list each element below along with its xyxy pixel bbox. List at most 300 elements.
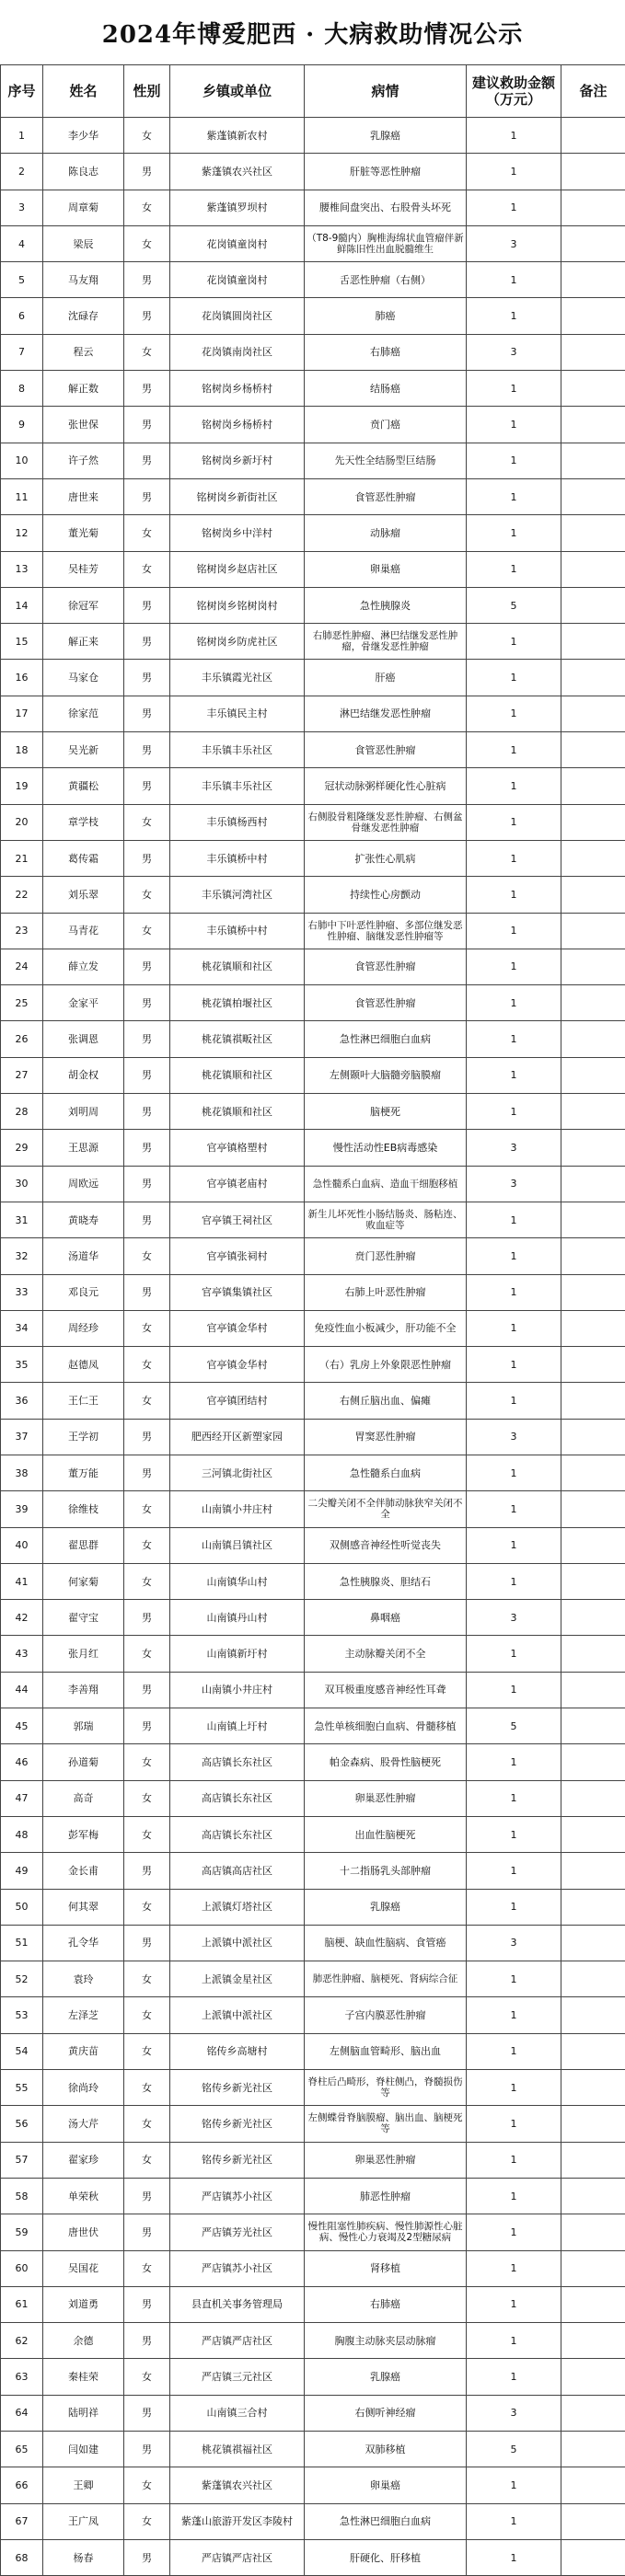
page-title: 2024年博爱肥西 · 大病救助情况公示 [0,0,625,64]
cell-town: 严店镇严店社区 [170,2539,305,2575]
table-row [1,2178,625,2214]
cell-disease: 主动脉瓣关闭不全 [305,1636,467,1672]
cell-town: 花岗镇童岗村 [170,225,305,261]
cell-disease: 乳腺癌 [305,118,467,154]
cell-gender: 女 [124,334,170,370]
cell-name: 金家平 [43,985,124,1021]
cell-town: 官亭镇金华村 [170,1310,305,1346]
table-row [1,2106,625,2142]
table-row [1,2214,625,2250]
cell-disease: 贲门恶性肿瘤 [305,1238,467,1274]
cell-no: 2 [1,154,43,190]
cell-no: 21 [1,840,43,876]
cell-note [561,1708,625,1744]
table-row [1,1600,625,1636]
cell-town: 丰乐镇民主村 [170,696,305,731]
cell-disease: 急性髓系白血病、造血干细胞移植 [305,1166,467,1202]
cell-no: 63 [1,2359,43,2395]
cell-note [561,1130,625,1166]
table-row [1,154,625,190]
cell-name: 李少华 [43,118,124,154]
cell-name: 黄晓寿 [43,1202,124,1237]
cell-name: 赵德凤 [43,1347,124,1383]
cell-town: 山南镇丹山村 [170,1600,305,1636]
cell-amount: 1 [467,1202,561,1237]
cell-disease: 胃窦恶性肿瘤 [305,1419,467,1455]
cell-amount: 1 [467,804,561,840]
cell-gender: 女 [124,1491,170,1527]
cell-town: 山南镇上圩村 [170,1708,305,1744]
cell-amount: 1 [467,1238,561,1274]
cell-amount: 3 [467,1925,561,1961]
cell-note [561,2359,625,2395]
cell-gender: 女 [124,1961,170,1997]
table-row [1,478,625,514]
table-row [1,1527,625,1563]
table-body [1,118,625,2576]
cell-note [561,1455,625,1490]
table-row [1,2142,625,2178]
cell-gender: 男 [124,2432,170,2467]
cell-no: 34 [1,1310,43,1346]
cell-gender: 男 [124,478,170,514]
cell-note [561,2323,625,2359]
cell-disease: 食管恶性肿瘤 [305,985,467,1021]
table-row [1,1853,625,1889]
cell-town: 铭传乡新光社区 [170,2106,305,2142]
cell-no: 15 [1,624,43,660]
table-row [1,1057,625,1093]
cell-disease: 动脉瘤 [305,515,467,551]
table-row [1,1130,625,1166]
cell-town: 紫蓬山旅游开发区李陵村 [170,2503,305,2539]
table-row [1,804,625,840]
table-row [1,1997,625,2033]
cell-disease: 贲门癌 [305,407,467,443]
cell-town: 花岗镇童岗村 [170,262,305,298]
cell-name: 秦桂荣 [43,2359,124,2395]
cell-amount: 1 [467,732,561,768]
cell-disease: 急性单核细胞白血病、骨髓移植 [305,1708,467,1744]
cell-gender: 女 [124,1347,170,1383]
cell-note [561,371,625,407]
header-disease: 病情 [305,65,467,118]
cell-disease: 右肺上叶恶性肿瘤 [305,1274,467,1310]
cell-note [561,840,625,876]
cell-amount: 1 [467,1780,561,1816]
cell-disease: 新生儿坏死性小肠结肠炎、肠粘连、败血症等 [305,1202,467,1237]
cell-town: 铭树岗乡中洋村 [170,515,305,551]
cell-gender: 男 [124,298,170,334]
cell-amount: 5 [467,587,561,623]
table-row [1,1780,625,1816]
cell-name: 王卿 [43,2467,124,2503]
cell-note [561,1383,625,1419]
header-no: 序号 [1,65,43,118]
cell-note [561,2432,625,2467]
cell-name: 胡金权 [43,1057,124,1093]
cell-name: 王学初 [43,1419,124,1455]
cell-gender: 女 [124,225,170,261]
cell-gender: 女 [124,1310,170,1346]
cell-gender: 女 [124,2359,170,2395]
cell-gender: 女 [124,551,170,587]
cell-note [561,1997,625,2033]
cell-name: 黄疆松 [43,768,124,804]
cell-note [561,1347,625,1383]
table-row [1,2286,625,2322]
cell-no: 45 [1,1708,43,1744]
cell-town: 官亭镇团结村 [170,1383,305,1419]
cell-amount: 1 [467,1853,561,1889]
table-row [1,1672,625,1708]
cell-name: 沈碌存 [43,298,124,334]
cell-name: 彭军梅 [43,1816,124,1852]
cell-name: 黄庆苗 [43,2033,124,2069]
cell-no: 8 [1,371,43,407]
cell-amount: 1 [467,913,561,949]
cell-town: 丰乐镇霞光社区 [170,660,305,696]
cell-amount: 1 [467,877,561,913]
cell-town: 上派镇中派社区 [170,1925,305,1961]
table-row [1,949,625,984]
cell-town: 铭树岗乡防虎社区 [170,624,305,660]
cell-no: 54 [1,2033,43,2069]
cell-amount: 3 [467,334,561,370]
cell-name: 吴光新 [43,732,124,768]
cell-no: 17 [1,696,43,731]
table-row [1,1816,625,1852]
cell-disease: 乳腺癌 [305,1889,467,1925]
cell-name: 葛传霜 [43,840,124,876]
cell-note [561,1672,625,1708]
cell-gender: 男 [124,154,170,190]
cell-note [561,1238,625,1274]
cell-disease: 先天性全结肠型巨结肠 [305,443,467,478]
cell-town: 高店镇长东社区 [170,1816,305,1852]
cell-note [561,949,625,984]
table-row [1,334,625,370]
cell-gender: 女 [124,190,170,225]
cell-amount: 1 [467,478,561,514]
cell-gender: 男 [124,732,170,768]
cell-no: 47 [1,1780,43,1816]
cell-gender: 男 [124,2286,170,2322]
cell-amount: 3 [467,1419,561,1455]
cell-gender: 女 [124,2142,170,2178]
cell-disease: 腰椎间盘突出、右股骨头坏死 [305,190,467,225]
cell-gender: 女 [124,1889,170,1925]
cell-amount: 1 [467,2178,561,2214]
cell-no: 60 [1,2250,43,2286]
cell-gender: 女 [124,804,170,840]
cell-town: 山南镇新圩村 [170,1636,305,1672]
cell-amount: 1 [467,660,561,696]
table-row [1,1274,625,1310]
cell-disease: 舌恶性肿瘤（右侧） [305,262,467,298]
cell-town: 铭传乡新光社区 [170,2142,305,2178]
cell-gender: 女 [124,1816,170,1852]
cell-gender: 男 [124,1419,170,1455]
cell-name: 陆明祥 [43,2395,124,2431]
cell-no: 35 [1,1347,43,1383]
cell-note [561,2503,625,2539]
table-header-row [1,65,625,118]
table-row [1,2503,625,2539]
cell-note [561,515,625,551]
cell-no: 22 [1,877,43,913]
cell-name: 翟思群 [43,1527,124,1563]
cell-amount: 1 [467,1997,561,2033]
cell-no: 25 [1,985,43,1021]
cell-town: 铭传乡高塘村 [170,2033,305,2069]
cell-amount: 3 [467,1600,561,1636]
cell-disease: 脑梗死 [305,1094,467,1130]
cell-no: 13 [1,551,43,587]
cell-gender: 女 [124,2503,170,2539]
cell-gender: 男 [124,371,170,407]
aid-table [0,64,625,2576]
cell-disease: 食管恶性肿瘤 [305,478,467,514]
table-row [1,1238,625,1274]
cell-amount: 1 [467,2539,561,2575]
table-row [1,2070,625,2106]
cell-amount: 1 [467,2323,561,2359]
cell-no: 1 [1,118,43,154]
cell-note [561,587,625,623]
table-row [1,118,625,154]
cell-note [561,154,625,190]
cell-disease: 急性淋巴细胞白血病 [305,2503,467,2539]
cell-disease: 二尖瓣关闭不全伴肺动脉狭窄关闭不全 [305,1491,467,1527]
cell-note [561,985,625,1021]
table-row [1,1889,625,1925]
cell-no: 24 [1,949,43,984]
cell-disease: 乳腺癌 [305,2359,467,2395]
cell-note [561,660,625,696]
cell-disease: 右侧听神经瘤 [305,2395,467,2431]
cell-name: 张世保 [43,407,124,443]
cell-amount: 1 [467,1744,561,1780]
cell-gender: 女 [124,1636,170,1672]
cell-no: 28 [1,1094,43,1130]
cell-disease: 双侧感音神经性听觉丧失 [305,1527,467,1563]
cell-no: 56 [1,2106,43,2142]
table-row [1,515,625,551]
cell-gender: 男 [124,407,170,443]
cell-amount: 1 [467,1383,561,1419]
cell-gender: 男 [124,1057,170,1093]
cell-name: 张调恩 [43,1021,124,1057]
cell-town: 桃花镇祺畈社区 [170,1021,305,1057]
cell-town: 上派镇金星社区 [170,1961,305,1997]
cell-no: 59 [1,2214,43,2250]
cell-name: 董万能 [43,1455,124,1490]
cell-disease: 右侧丘脑出血、偏瘫 [305,1383,467,1419]
cell-amount: 1 [467,2286,561,2322]
cell-disease: 左侧蝶骨脊脑膜瘤、脑出血、脑梗死等 [305,2106,467,2142]
cell-gender: 女 [124,1563,170,1599]
table-row [1,624,625,660]
cell-town: 高店镇高店社区 [170,1853,305,1889]
cell-note [561,1274,625,1310]
cell-gender: 男 [124,1094,170,1130]
cell-gender: 女 [124,2250,170,2286]
cell-town: 山南镇三合村 [170,2395,305,2431]
cell-disease: （右）乳房上外象限恶性肿瘤 [305,1347,467,1383]
cell-town: 上派镇中派社区 [170,1997,305,2033]
cell-gender: 男 [124,696,170,731]
cell-name: 马友翔 [43,262,124,298]
cell-amount: 1 [467,1021,561,1057]
cell-disease: 肝硬化、肝移植 [305,2539,467,2575]
cell-note [561,298,625,334]
cell-no: 53 [1,1997,43,2033]
cell-disease: 慢性阻塞性肺疾病、慢性肺源性心脏病、慢性心力衰竭及2型糖尿病 [305,2214,467,2250]
cell-name: 章学枝 [43,804,124,840]
cell-disease: 肺恶性肿瘤 [305,2178,467,2214]
table-row [1,1563,625,1599]
cell-town: 山南镇小井庄村 [170,1491,305,1527]
cell-town: 桃花镇顺和社区 [170,1057,305,1093]
cell-amount: 1 [467,949,561,984]
cell-town: 铭传乡新光社区 [170,2070,305,2106]
cell-amount: 1 [467,1310,561,1346]
cell-note [561,2106,625,2142]
cell-gender: 女 [124,1238,170,1274]
cell-disease: 急性淋巴细胞白血病 [305,1021,467,1057]
cell-name: 王广凤 [43,2503,124,2539]
cell-name: 唐世来 [43,478,124,514]
table-row [1,190,625,225]
cell-disease: 右肺癌 [305,334,467,370]
cell-amount: 1 [467,1094,561,1130]
cell-gender: 女 [124,515,170,551]
cell-no: 40 [1,1527,43,1563]
cell-gender: 女 [124,118,170,154]
cell-note [561,443,625,478]
cell-name: 张月红 [43,1636,124,1672]
cell-gender: 男 [124,1455,170,1490]
cell-amount: 1 [467,2142,561,2178]
cell-no: 12 [1,515,43,551]
cell-name: 王仁王 [43,1383,124,1419]
cell-name: 薛立发 [43,949,124,984]
table-row [1,913,625,949]
cell-no: 7 [1,334,43,370]
cell-amount: 1 [467,154,561,190]
cell-gender: 男 [124,624,170,660]
cell-name: 周欧远 [43,1166,124,1202]
cell-amount: 1 [467,2070,561,2106]
cell-amount: 1 [467,840,561,876]
cell-name: 吴桂芳 [43,551,124,587]
cell-town: 铭树岗乡赵店社区 [170,551,305,587]
cell-amount: 1 [467,696,561,731]
cell-disease: 肺恶性肿瘤、脑梗死、肾病综合征 [305,1961,467,1997]
cell-town: 县直机关事务管理局 [170,2286,305,2322]
cell-name: 汤大芹 [43,2106,124,2142]
cell-amount: 1 [467,515,561,551]
table-row [1,840,625,876]
cell-town: 桃花镇祺福社区 [170,2432,305,2467]
cell-no: 36 [1,1383,43,1419]
cell-gender: 男 [124,1130,170,1166]
cell-amount: 1 [467,190,561,225]
table-row [1,1310,625,1346]
table-row [1,551,625,587]
cell-gender: 男 [124,1600,170,1636]
cell-no: 42 [1,1600,43,1636]
cell-note [561,1310,625,1346]
cell-amount: 1 [467,551,561,587]
cell-note [561,1094,625,1130]
cell-name: 董光菊 [43,515,124,551]
cell-town: 桃花镇顺和社区 [170,949,305,984]
cell-disease: 急性胰腺炎 [305,587,467,623]
cell-note [561,334,625,370]
cell-note [561,1419,625,1455]
cell-note [561,407,625,443]
cell-name: 解正数 [43,371,124,407]
cell-name: 邓良元 [43,1274,124,1310]
cell-town: 官亭镇王祠社区 [170,1202,305,1237]
cell-no: 52 [1,1961,43,1997]
table-row [1,985,625,1021]
header-town: 乡镇或单位 [170,65,305,118]
cell-note [561,1816,625,1852]
cell-disease: 扩张性心肌病 [305,840,467,876]
cell-note [561,551,625,587]
cell-no: 61 [1,2286,43,2322]
cell-no: 62 [1,2323,43,2359]
cell-disease: 脑梗、缺血性脑病、食管癌 [305,1925,467,1961]
cell-no: 43 [1,1636,43,1672]
cell-note [561,1166,625,1202]
cell-name: 徐尚玲 [43,2070,124,2106]
table-row [1,371,625,407]
header-note: 备注 [561,65,625,118]
cell-no: 41 [1,1563,43,1599]
cell-amount: 1 [467,1527,561,1563]
cell-name: 李善翔 [43,1672,124,1708]
cell-disease: 卵巢癌 [305,551,467,587]
cell-note [561,1563,625,1599]
cell-no: 32 [1,1238,43,1274]
cell-town: 紫蓬镇新农村 [170,118,305,154]
cell-name: 唐世伏 [43,2214,124,2250]
cell-no: 16 [1,660,43,696]
cell-town: 肥西经开区新塑家园 [170,1419,305,1455]
cell-gender: 男 [124,1021,170,1057]
cell-gender: 男 [124,1274,170,1310]
cell-gender: 男 [124,1202,170,1237]
cell-disease: 食管恶性肿瘤 [305,732,467,768]
cell-gender: 男 [124,1166,170,1202]
table-row [1,732,625,768]
cell-no: 55 [1,2070,43,2106]
cell-name: 马家仓 [43,660,124,696]
cell-note [561,1780,625,1816]
cell-no: 68 [1,2539,43,2575]
cell-amount: 1 [467,1816,561,1852]
cell-town: 丰乐镇丰乐社区 [170,732,305,768]
cell-note [561,1925,625,1961]
cell-no: 37 [1,1419,43,1455]
cell-name: 徐维枝 [43,1491,124,1527]
cell-name: 徐冠军 [43,587,124,623]
cell-disease: 左侧脑血管畸形、脑出血 [305,2033,467,2069]
